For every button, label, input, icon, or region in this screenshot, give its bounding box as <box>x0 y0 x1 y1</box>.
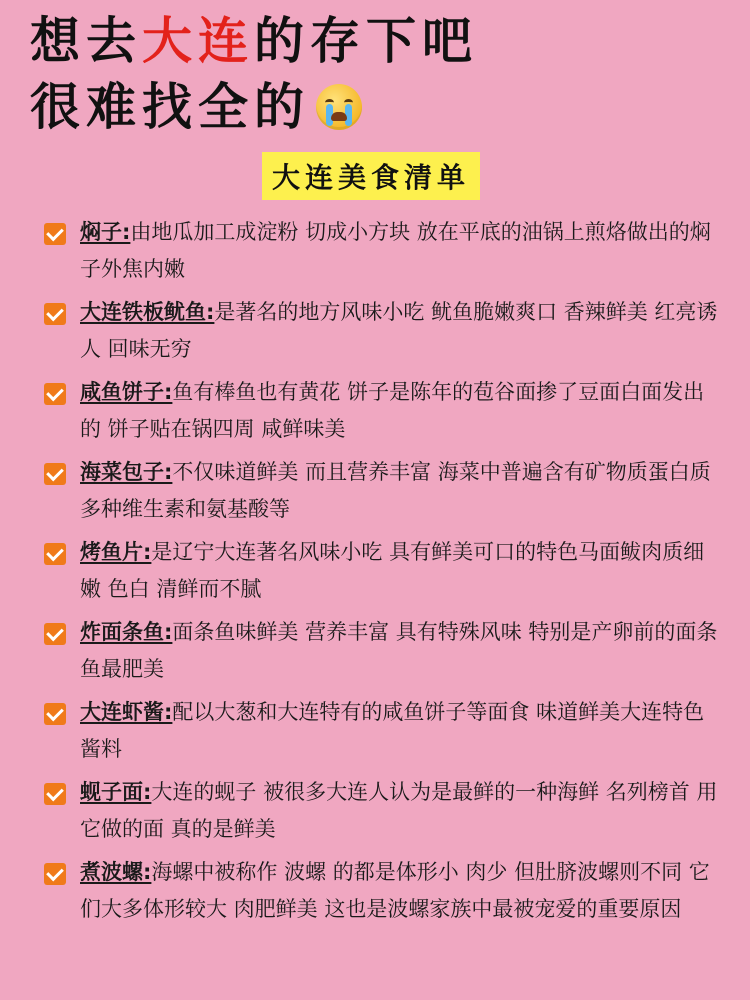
item-name: 烤鱼片: <box>80 540 152 564</box>
list-item <box>44 374 724 448</box>
item-description: 不仅味道鲜美 而且营养丰富 海菜中普遍含有矿物质蛋白质 多种维生素和氨基酸等 <box>80 460 711 521</box>
item-name: 大连铁板鱿鱼: <box>80 300 215 324</box>
item-text <box>80 534 724 608</box>
item-name: 海菜包子: <box>80 460 173 484</box>
list-item <box>44 774 724 848</box>
item-text <box>80 454 724 528</box>
item-name: 咸鱼饼子: <box>80 380 173 404</box>
list-item <box>44 854 724 928</box>
item-text <box>80 374 724 448</box>
page-title <box>30 8 478 140</box>
title-text-before: 想去 <box>30 11 142 70</box>
title-text-after: 的存下吧 <box>254 11 478 70</box>
list-item <box>44 534 724 608</box>
item-description: 配以大葱和大连特有的咸鱼饼子等面食 味道鲜美大连特色酱料 <box>80 700 705 761</box>
list-item <box>44 694 724 768</box>
item-name: 炸面条鱼: <box>80 620 173 644</box>
checkbox-checked-icon <box>44 623 66 645</box>
title-highlight: 大连 <box>142 11 254 70</box>
title-line-2 <box>30 74 478 140</box>
item-text <box>80 294 724 368</box>
item-text <box>80 854 724 928</box>
checkbox-checked-icon <box>44 863 66 885</box>
item-name: 蚬子面: <box>80 780 152 804</box>
food-list <box>44 214 724 934</box>
checkbox-checked-icon <box>44 223 66 245</box>
item-description: 大连的蚬子 被很多大连人认为是最鲜的一种海鲜 名列榜首 用它做的面 真的是鲜美 <box>80 780 718 841</box>
list-item <box>44 454 724 528</box>
item-description: 是辽宁大连著名风味小吃 具有鲜美可口的特色马面鲅肉质细嫩 色白 清鲜而不腻 <box>80 540 705 601</box>
checkbox-checked-icon <box>44 783 66 805</box>
title-line-1 <box>30 8 478 74</box>
item-text <box>80 214 724 288</box>
item-name: 大连虾酱: <box>80 700 173 724</box>
section-banner: 大连美食清单 <box>262 152 480 200</box>
item-description: 面条鱼味鲜美 营养丰富 具有特殊风味 特别是产卵前的面条鱼最肥美 <box>80 620 718 681</box>
list-item <box>44 214 724 288</box>
item-name: 煮波螺: <box>80 860 152 884</box>
item-text <box>80 694 724 768</box>
checkbox-checked-icon <box>44 703 66 725</box>
checkbox-checked-icon <box>44 543 66 565</box>
checkbox-checked-icon <box>44 303 66 325</box>
title-text-line2: 很难找全的 <box>30 77 310 136</box>
item-name: 焖子: <box>80 220 131 244</box>
item-description: 海螺中被称作 波螺 的都是体形小 肉少 但肚脐波螺则不同 它们大多体形较大 肉肥鲜美 这也是波螺家族中最被宠爱的重要原因 <box>80 860 710 921</box>
item-description: 鱼有棒鱼也有黄花 饼子是陈年的苞谷面掺了豆面白面发出的 饼子贴在锅四周 咸鲜味美 <box>80 380 705 441</box>
item-text <box>80 774 724 848</box>
item-description: 由地瓜加工成淀粉 切成小方块 放在平底的油锅上煎烙做出的焖子外焦内嫩 <box>80 220 711 281</box>
item-description: 是著名的地方风味小吃 鱿鱼脆嫩爽口 香辣鲜美 红亮诱人 回味无穷 <box>80 300 718 361</box>
item-text <box>80 614 724 688</box>
list-item <box>44 294 724 368</box>
checkbox-checked-icon <box>44 383 66 405</box>
checkbox-checked-icon <box>44 463 66 485</box>
list-item <box>44 614 724 688</box>
crying-face-icon <box>316 84 362 130</box>
